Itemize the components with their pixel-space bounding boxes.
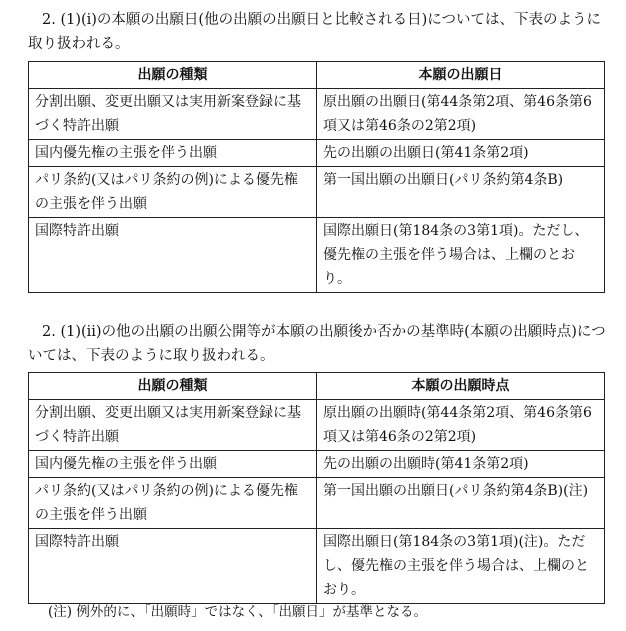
table-cell: 分割出願、変更出願又は実用新案登録に基づく特許出願 <box>29 89 317 140</box>
table-header-row <box>29 62 605 89</box>
section2-table <box>28 372 605 604</box>
table-cell: 国際特許出願 <box>29 218 317 293</box>
table-cell: 先の出願の出願日(第41条第2項) <box>317 140 605 167</box>
table-header-cell: 本願の出願時点 <box>317 373 605 400</box>
table-cell: 国際特許出願 <box>29 529 317 604</box>
table-cell: 原出願の出願時(第44条第2項、第46条第6項又は第46条の2第2項) <box>317 400 605 451</box>
table-row <box>29 478 605 529</box>
table-cell: 国内優先権の主張を伴う出願 <box>29 451 317 478</box>
table-header-cell: 出願の種類 <box>29 373 317 400</box>
table-cell: 先の出願の出願時(第41条第2項) <box>317 451 605 478</box>
table-header-cell: 出願の種類 <box>29 62 317 89</box>
table-cell: 国内優先権の主張を伴う出願 <box>29 140 317 167</box>
section1-paragraph <box>28 8 608 56</box>
table-row <box>29 218 605 293</box>
table-header-row <box>29 373 605 400</box>
table-cell: 第一国出願の出願日(パリ条約第4条B)(注) <box>317 478 605 529</box>
table-cell: 国際出願日(第184条の3第1項)(注)。ただし、優先権の主張を伴う場合は、上欄のとおり。 <box>317 529 605 604</box>
table-cell: パリ条約(又はパリ条約の例)による優先権の主張を伴う出願 <box>29 478 317 529</box>
table-row <box>29 140 605 167</box>
table-cell: 国際出願日(第184条の3第1項)。ただし、優先権の主張を伴う場合は、上欄のとおり。 <box>317 218 605 293</box>
table-cell: 分割出願、変更出願又は実用新案登録に基づく特許出願 <box>29 400 317 451</box>
table-row <box>29 529 605 604</box>
table-cell: パリ条約(又はパリ条約の例)による優先権の主張を伴う出願 <box>29 167 317 218</box>
section1-paragraph-text: 2. (1)(i)の本願の出願日(他の出願の出願日と比較される日)については、下表のように取り扱われる。 <box>28 12 601 52</box>
footnote: (注) 例外的に、「出願時」ではなく、「出願日」が基準となる。 <box>48 604 428 620</box>
section1-table <box>28 61 605 293</box>
table-cell: 第一国出願の出願日(パリ条約第4条B) <box>317 167 605 218</box>
table-row <box>29 400 605 451</box>
section2-paragraph-text: 2. (1)(ii)の他の出願の出願公開等が本願の出願後か否かの基準時(本願の出願時点)については、下表のように取り扱われる。 <box>28 324 606 364</box>
table-cell: 原出願の出願日(第44条第2項、第46条第6項又は第46条の2第2項) <box>317 89 605 140</box>
table-row <box>29 167 605 218</box>
table-row <box>29 451 605 478</box>
table-row <box>29 89 605 140</box>
section2-paragraph <box>28 320 608 368</box>
table-header-cell: 本願の出願日 <box>317 62 605 89</box>
